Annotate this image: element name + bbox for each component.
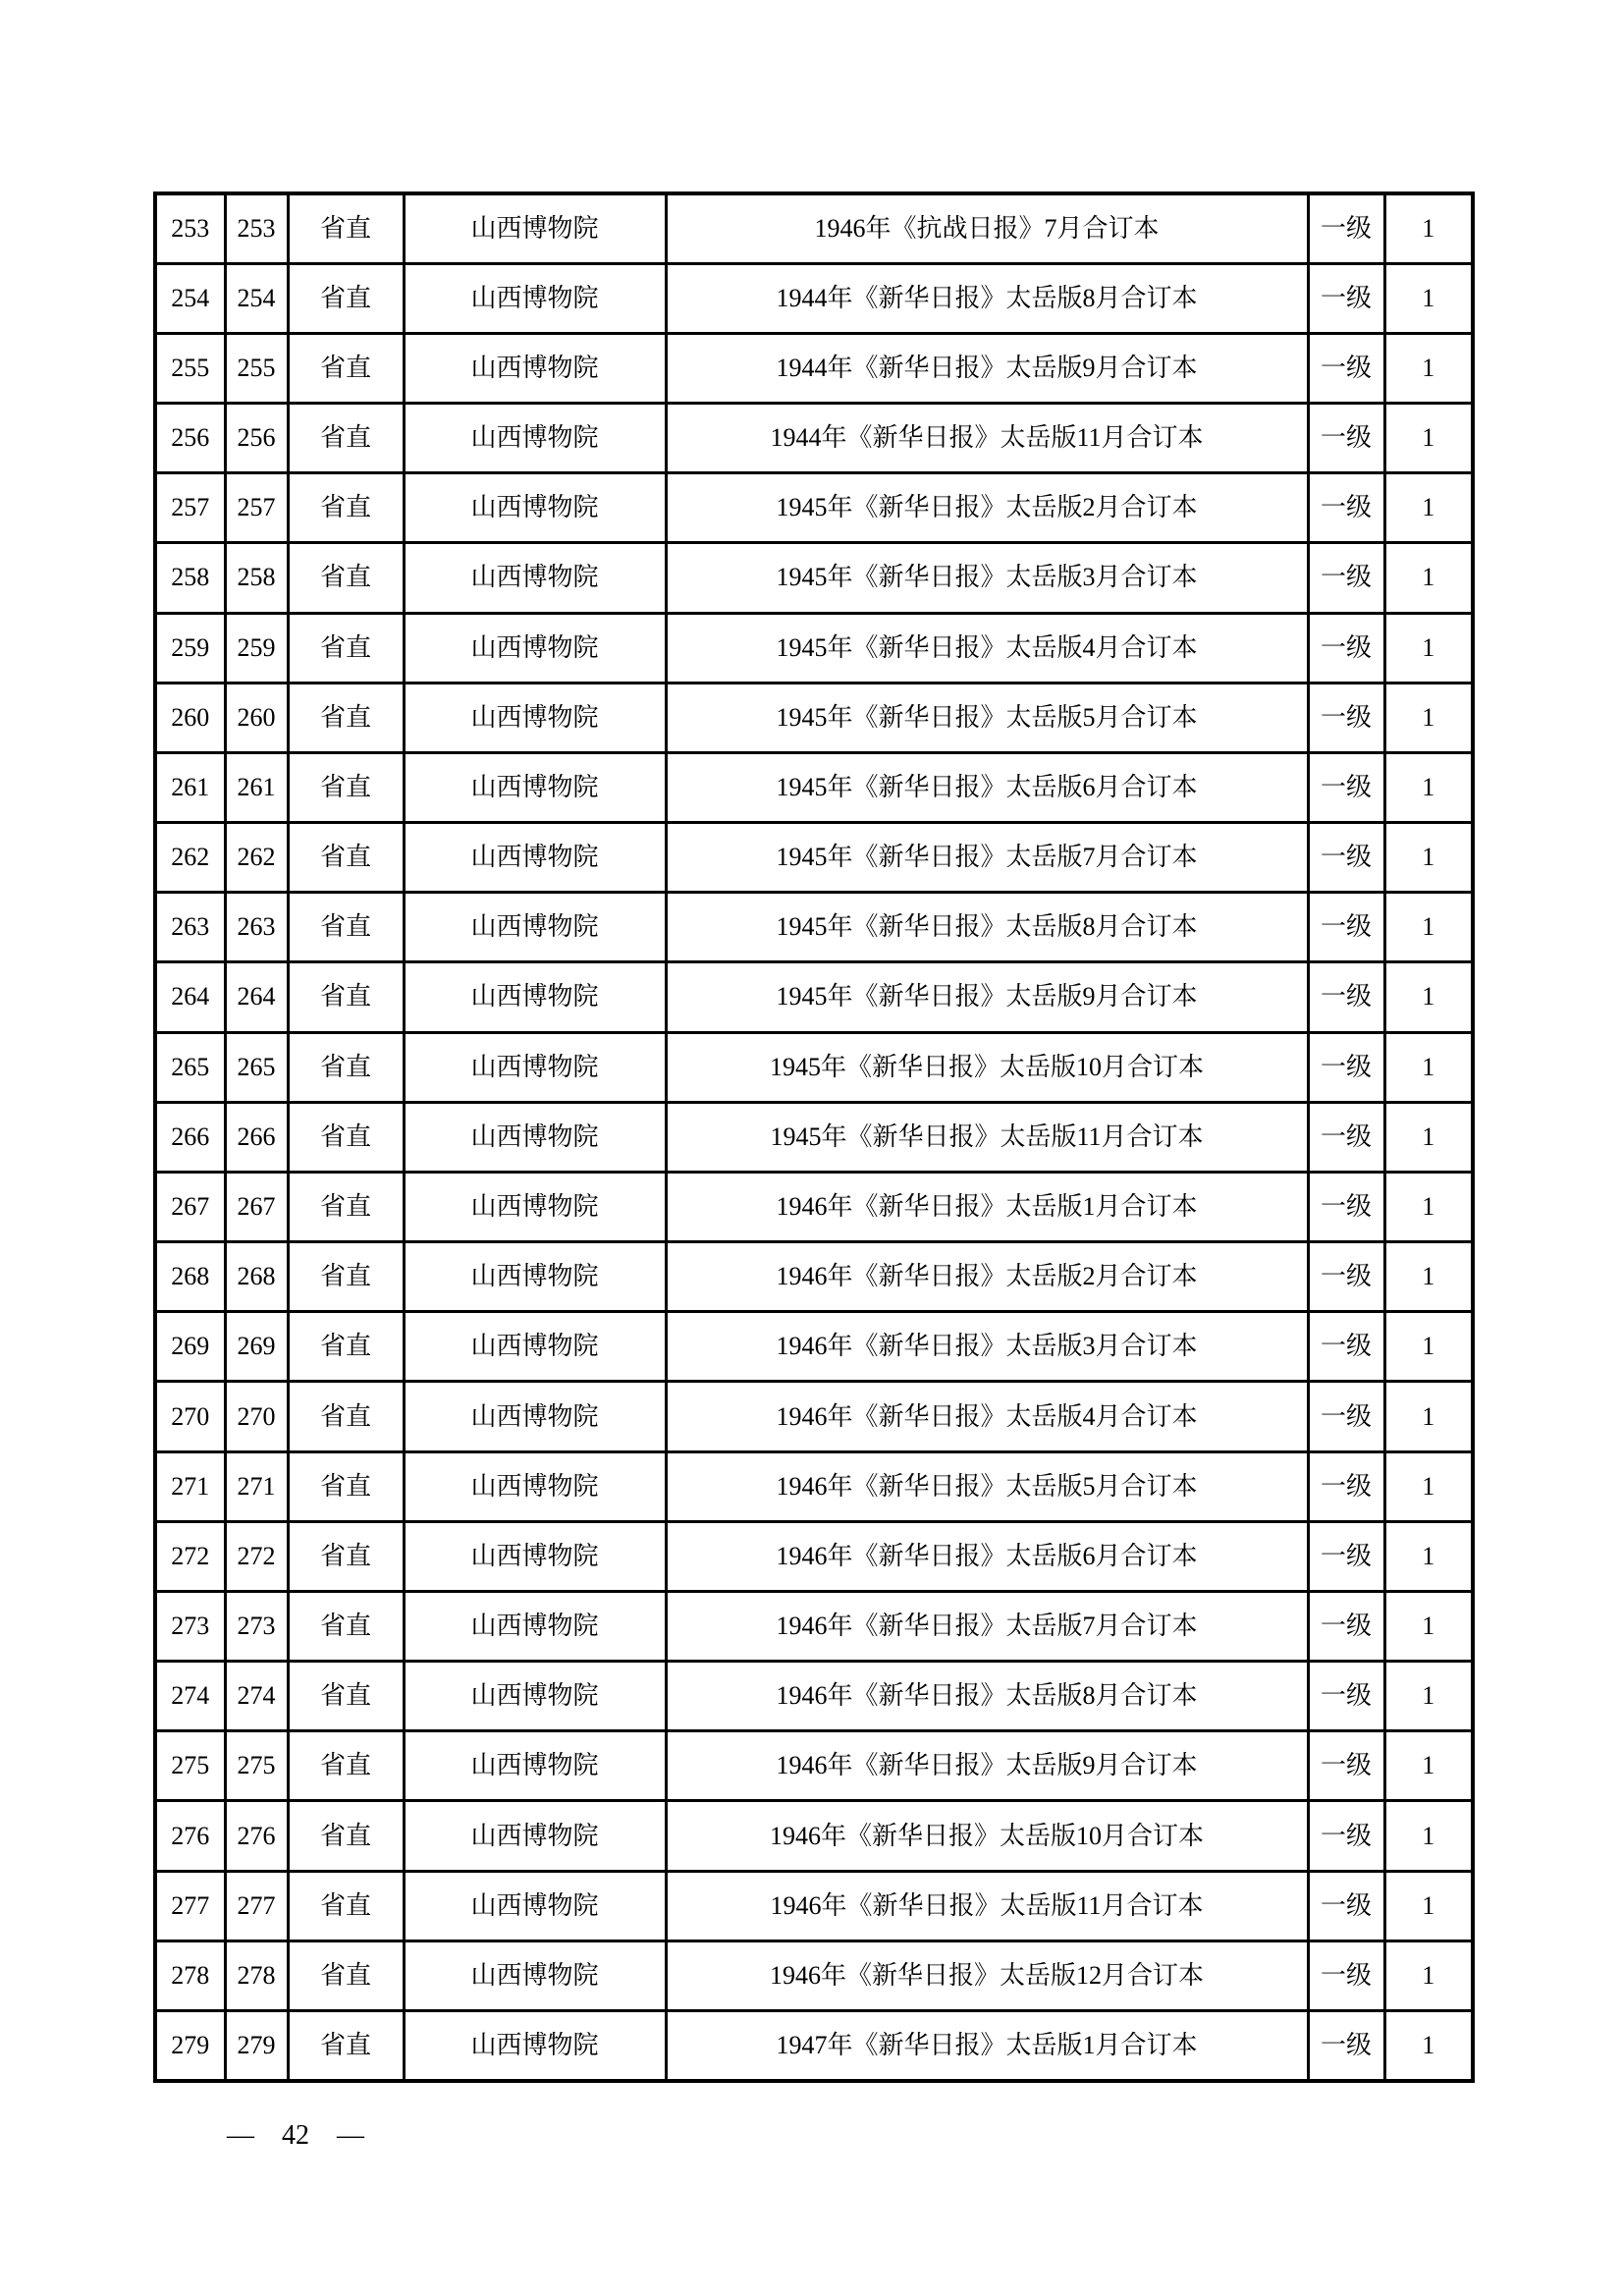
cell-index-primary: 269 [155, 1312, 225, 1382]
cell-item-name: 1945年《新华日报》太岳版10月合订本 [666, 1032, 1308, 1102]
cell-index-primary: 266 [155, 1102, 225, 1172]
cell-item-name: 1945年《新华日报》太岳版9月合订本 [666, 962, 1308, 1032]
cell-affiliation: 省直 [288, 683, 404, 752]
cell-grade: 一级 [1308, 1521, 1384, 1591]
cell-affiliation: 省直 [288, 1662, 404, 1731]
cell-index-secondary: 267 [225, 1172, 288, 1241]
cell-index-primary: 256 [155, 404, 225, 473]
cell-grade: 一级 [1308, 2010, 1384, 2081]
cell-quantity: 1 [1384, 333, 1473, 403]
table-row [155, 1801, 1473, 1871]
cell-quantity: 1 [1384, 543, 1473, 613]
cell-collection-unit: 山西博物院 [404, 893, 666, 962]
cell-collection-unit: 山西博物院 [404, 1941, 666, 2010]
cell-grade: 一级 [1308, 1172, 1384, 1241]
cell-affiliation: 省直 [288, 193, 404, 263]
cell-collection-unit: 山西博物院 [404, 473, 666, 543]
cell-index-secondary: 258 [225, 543, 288, 613]
cell-index-secondary: 257 [225, 473, 288, 543]
cell-quantity: 1 [1384, 1662, 1473, 1731]
cell-index-primary: 259 [155, 613, 225, 683]
cell-item-name: 1946年《新华日报》太岳版6月合订本 [666, 1521, 1308, 1591]
cell-grade: 一级 [1308, 263, 1384, 333]
cell-grade: 一级 [1308, 1662, 1384, 1731]
cell-collection-unit: 山西博物院 [404, 823, 666, 893]
cell-collection-unit: 山西博物院 [404, 1451, 666, 1521]
cell-index-secondary: 255 [225, 333, 288, 403]
cell-collection-unit: 山西博物院 [404, 1382, 666, 1451]
cell-grade: 一级 [1308, 1242, 1384, 1312]
cell-item-name: 1945年《新华日报》太岳版6月合订本 [666, 752, 1308, 822]
cell-item-name: 1944年《新华日报》太岳版8月合订本 [666, 263, 1308, 333]
cell-affiliation: 省直 [288, 1871, 404, 1941]
cell-index-secondary: 254 [225, 263, 288, 333]
cell-item-name: 1946年《新华日报》太岳版5月合订本 [666, 1451, 1308, 1521]
cell-affiliation: 省直 [288, 1451, 404, 1521]
inventory-table-body [155, 193, 1473, 2081]
cell-index-secondary: 269 [225, 1312, 288, 1382]
cell-collection-unit: 山西博物院 [404, 1102, 666, 1172]
cell-grade: 一级 [1308, 543, 1384, 613]
cell-quantity: 1 [1384, 1242, 1473, 1312]
cell-quantity: 1 [1384, 1871, 1473, 1941]
cell-collection-unit: 山西博物院 [404, 1871, 666, 1941]
cell-index-secondary: 264 [225, 962, 288, 1032]
cell-collection-unit: 山西博物院 [404, 962, 666, 1032]
cell-item-name: 1945年《新华日报》太岳版5月合订本 [666, 683, 1308, 752]
table-row [155, 893, 1473, 962]
cell-index-primary: 262 [155, 823, 225, 893]
cell-index-primary: 254 [155, 263, 225, 333]
cell-collection-unit: 山西博物院 [404, 1801, 666, 1871]
cell-affiliation: 省直 [288, 962, 404, 1032]
cell-index-secondary: 260 [225, 683, 288, 752]
cell-grade: 一级 [1308, 473, 1384, 543]
cell-collection-unit: 山西博物院 [404, 752, 666, 822]
cell-grade: 一级 [1308, 1731, 1384, 1801]
cell-collection-unit: 山西博物院 [404, 1521, 666, 1591]
cell-quantity: 1 [1384, 1521, 1473, 1591]
table-row [155, 613, 1473, 683]
cell-grade: 一级 [1308, 962, 1384, 1032]
cell-index-secondary: 278 [225, 1941, 288, 2010]
cell-quantity: 1 [1384, 962, 1473, 1032]
table-row [155, 1242, 1473, 1312]
cell-affiliation: 省直 [288, 404, 404, 473]
cell-quantity: 1 [1384, 1801, 1473, 1871]
cell-grade: 一级 [1308, 193, 1384, 263]
table-row [155, 1451, 1473, 1521]
cell-index-secondary: 256 [225, 404, 288, 473]
cell-collection-unit: 山西博物院 [404, 543, 666, 613]
cell-grade: 一级 [1308, 893, 1384, 962]
cell-affiliation: 省直 [288, 1591, 404, 1661]
cell-affiliation: 省直 [288, 333, 404, 403]
cell-collection-unit: 山西博物院 [404, 1242, 666, 1312]
table-row [155, 404, 1473, 473]
cell-quantity: 1 [1384, 752, 1473, 822]
cell-affiliation: 省直 [288, 1801, 404, 1871]
cell-item-name: 1945年《新华日报》太岳版4月合订本 [666, 613, 1308, 683]
table-row [155, 1941, 1473, 2010]
cell-index-primary: 265 [155, 1032, 225, 1102]
cell-affiliation: 省直 [288, 1731, 404, 1801]
cell-collection-unit: 山西博物院 [404, 1591, 666, 1661]
cell-grade: 一级 [1308, 404, 1384, 473]
cell-index-primary: 279 [155, 2010, 225, 2081]
cell-affiliation: 省直 [288, 823, 404, 893]
cell-collection-unit: 山西博物院 [404, 1731, 666, 1801]
cell-item-name: 1945年《新华日报》太岳版11月合订本 [666, 1102, 1308, 1172]
cell-quantity: 1 [1384, 193, 1473, 263]
table-row [155, 1871, 1473, 1941]
cell-collection-unit: 山西博物院 [404, 263, 666, 333]
cell-collection-unit: 山西博物院 [404, 1662, 666, 1731]
cell-index-secondary: 262 [225, 823, 288, 893]
cell-affiliation: 省直 [288, 1102, 404, 1172]
cell-affiliation: 省直 [288, 543, 404, 613]
table-row [155, 1731, 1473, 1801]
cell-item-name: 1946年《新华日报》太岳版12月合订本 [666, 1941, 1308, 2010]
cell-grade: 一级 [1308, 1312, 1384, 1382]
cell-item-name: 1946年《抗战日报》7月合订本 [666, 193, 1308, 263]
cell-quantity: 1 [1384, 1382, 1473, 1451]
cell-grade: 一级 [1308, 1801, 1384, 1871]
cell-index-primary: 276 [155, 1801, 225, 1871]
cell-grade: 一级 [1308, 613, 1384, 683]
cell-quantity: 1 [1384, 893, 1473, 962]
table-row [155, 683, 1473, 752]
cell-index-secondary: 271 [225, 1451, 288, 1521]
cell-index-primary: 274 [155, 1662, 225, 1731]
cell-quantity: 1 [1384, 1451, 1473, 1521]
cell-affiliation: 省直 [288, 1312, 404, 1382]
cell-item-name: 1946年《新华日报》太岳版2月合订本 [666, 1242, 1308, 1312]
cell-index-secondary: 253 [225, 193, 288, 263]
cell-affiliation: 省直 [288, 752, 404, 822]
cell-index-primary: 253 [155, 193, 225, 263]
cell-quantity: 1 [1384, 263, 1473, 333]
cell-index-primary: 272 [155, 1521, 225, 1591]
cell-quantity: 1 [1384, 1941, 1473, 2010]
table-row [155, 1521, 1473, 1591]
cell-item-name: 1947年《新华日报》太岳版1月合订本 [666, 2010, 1308, 2081]
cell-grade: 一级 [1308, 333, 1384, 403]
cell-affiliation: 省直 [288, 263, 404, 333]
cell-affiliation: 省直 [288, 613, 404, 683]
cell-quantity: 1 [1384, 1172, 1473, 1241]
cell-grade: 一级 [1308, 1451, 1384, 1521]
cell-quantity: 1 [1384, 473, 1473, 543]
table-row [155, 1662, 1473, 1731]
cell-collection-unit: 山西博物院 [404, 613, 666, 683]
cell-index-primary: 260 [155, 683, 225, 752]
table-row [155, 263, 1473, 333]
table-row [155, 473, 1473, 543]
table-row [155, 1032, 1473, 1102]
inventory-table [153, 191, 1475, 2083]
table-row [155, 1172, 1473, 1241]
table-row [155, 543, 1473, 613]
cell-index-primary: 275 [155, 1731, 225, 1801]
cell-collection-unit: 山西博物院 [404, 1312, 666, 1382]
cell-quantity: 1 [1384, 1032, 1473, 1102]
cell-collection-unit: 山西博物院 [404, 683, 666, 752]
cell-index-primary: 271 [155, 1451, 225, 1521]
table-row [155, 2010, 1473, 2081]
cell-item-name: 1945年《新华日报》太岳版3月合订本 [666, 543, 1308, 613]
cell-item-name: 1946年《新华日报》太岳版9月合订本 [666, 1731, 1308, 1801]
cell-item-name: 1946年《新华日报》太岳版7月合订本 [666, 1591, 1308, 1661]
cell-index-secondary: 276 [225, 1801, 288, 1871]
cell-index-secondary: 259 [225, 613, 288, 683]
cell-affiliation: 省直 [288, 1382, 404, 1451]
cell-index-primary: 258 [155, 543, 225, 613]
cell-index-secondary: 277 [225, 1871, 288, 1941]
table-row [155, 962, 1473, 1032]
cell-index-primary: 273 [155, 1591, 225, 1661]
cell-collection-unit: 山西博物院 [404, 2010, 666, 2081]
cell-item-name: 1944年《新华日报》太岳版11月合订本 [666, 404, 1308, 473]
cell-quantity: 1 [1384, 613, 1473, 683]
cell-grade: 一级 [1308, 1591, 1384, 1661]
cell-quantity: 1 [1384, 1731, 1473, 1801]
cell-quantity: 1 [1384, 823, 1473, 893]
cell-affiliation: 省直 [288, 2010, 404, 2081]
table-row [155, 1591, 1473, 1661]
cell-index-primary: 257 [155, 473, 225, 543]
cell-item-name: 1946年《新华日报》太岳版10月合订本 [666, 1801, 1308, 1871]
cell-affiliation: 省直 [288, 1032, 404, 1102]
cell-collection-unit: 山西博物院 [404, 193, 666, 263]
cell-item-name: 1945年《新华日报》太岳版7月合订本 [666, 823, 1308, 893]
table-row [155, 1382, 1473, 1451]
cell-quantity: 1 [1384, 683, 1473, 752]
cell-item-name: 1946年《新华日报》太岳版4月合订本 [666, 1382, 1308, 1451]
cell-index-secondary: 279 [225, 2010, 288, 2081]
cell-affiliation: 省直 [288, 1941, 404, 2010]
cell-index-primary: 277 [155, 1871, 225, 1941]
cell-quantity: 1 [1384, 1312, 1473, 1382]
cell-quantity: 1 [1384, 1102, 1473, 1172]
cell-index-secondary: 275 [225, 1731, 288, 1801]
cell-index-primary: 255 [155, 333, 225, 403]
cell-grade: 一级 [1308, 1382, 1384, 1451]
cell-index-secondary: 265 [225, 1032, 288, 1102]
cell-item-name: 1946年《新华日报》太岳版11月合订本 [666, 1871, 1308, 1941]
cell-quantity: 1 [1384, 2010, 1473, 2081]
cell-index-primary: 278 [155, 1941, 225, 2010]
cell-affiliation: 省直 [288, 893, 404, 962]
cell-grade: 一级 [1308, 1032, 1384, 1102]
cell-index-primary: 263 [155, 893, 225, 962]
cell-grade: 一级 [1308, 1941, 1384, 2010]
cell-index-primary: 270 [155, 1382, 225, 1451]
cell-index-secondary: 266 [225, 1102, 288, 1172]
cell-index-secondary: 268 [225, 1242, 288, 1312]
cell-affiliation: 省直 [288, 473, 404, 543]
cell-grade: 一级 [1308, 752, 1384, 822]
table-row [155, 752, 1473, 822]
cell-affiliation: 省直 [288, 1242, 404, 1312]
cell-index-secondary: 272 [225, 1521, 288, 1591]
cell-grade: 一级 [1308, 1871, 1384, 1941]
cell-index-primary: 268 [155, 1242, 225, 1312]
cell-collection-unit: 山西博物院 [404, 333, 666, 403]
table-row [155, 1102, 1473, 1172]
cell-index-secondary: 274 [225, 1662, 288, 1731]
page-number: — 42 — [227, 2120, 365, 2151]
cell-grade: 一级 [1308, 683, 1384, 752]
cell-item-name: 1945年《新华日报》太岳版2月合订本 [666, 473, 1308, 543]
cell-collection-unit: 山西博物院 [404, 1032, 666, 1102]
cell-collection-unit: 山西博物院 [404, 1172, 666, 1241]
cell-index-secondary: 273 [225, 1591, 288, 1661]
cell-affiliation: 省直 [288, 1521, 404, 1591]
cell-quantity: 1 [1384, 1591, 1473, 1661]
cell-index-secondary: 261 [225, 752, 288, 822]
cell-index-secondary: 263 [225, 893, 288, 962]
table-row [155, 333, 1473, 403]
cell-item-name: 1945年《新华日报》太岳版8月合订本 [666, 893, 1308, 962]
cell-index-primary: 261 [155, 752, 225, 822]
cell-item-name: 1946年《新华日报》太岳版3月合订本 [666, 1312, 1308, 1382]
cell-quantity: 1 [1384, 404, 1473, 473]
cell-index-secondary: 270 [225, 1382, 288, 1451]
table-row [155, 823, 1473, 893]
cell-collection-unit: 山西博物院 [404, 404, 666, 473]
cell-index-primary: 264 [155, 962, 225, 1032]
cell-affiliation: 省直 [288, 1172, 404, 1241]
cell-item-name: 1946年《新华日报》太岳版1月合订本 [666, 1172, 1308, 1241]
cell-grade: 一级 [1308, 1102, 1384, 1172]
table-row [155, 1312, 1473, 1382]
cell-item-name: 1944年《新华日报》太岳版9月合订本 [666, 333, 1308, 403]
cell-item-name: 1946年《新华日报》太岳版8月合订本 [666, 1662, 1308, 1731]
cell-grade: 一级 [1308, 823, 1384, 893]
table-row [155, 193, 1473, 263]
cell-index-primary: 267 [155, 1172, 225, 1241]
